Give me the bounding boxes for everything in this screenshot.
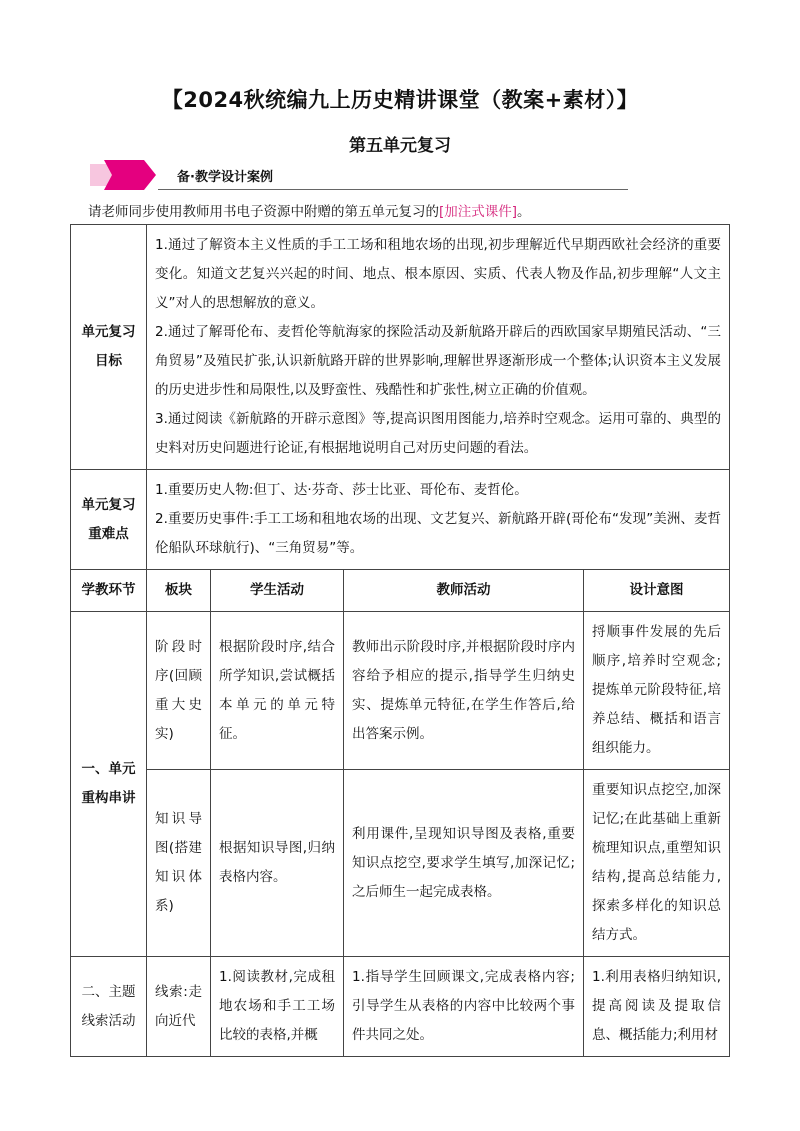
banner-underline — [158, 189, 628, 190]
block-cell: 阶段时序(回顾重大史实) — [147, 612, 211, 770]
goals-row — [71, 225, 730, 470]
document-subtitle: 第五单元复习 — [349, 136, 451, 156]
student-cell: 根据知识导图,归纳表格内容。 — [211, 770, 344, 957]
intent-cell: 重要知识点挖空,加深记忆;在此基础上重新梳理知识点,重塑知识结构,提高总结能力,探索多样化的知识总结方式。 — [584, 770, 730, 957]
goal-item: 1.通过了解资本主义性质的手工工场和租地农场的出现,初步理解近代早期西欧社会经济的重要变化。知道文艺复兴兴起的时间、地点、根本原因、实质、代表人物及作品,初步理解“人文主义”对人的思想解放的意义。 — [155, 237, 722, 311]
key-points-label: 单元复习重难点 — [71, 470, 147, 570]
table-row — [71, 770, 730, 957]
stage-cell: 一、单元重构串讲 — [71, 612, 147, 957]
key-point-item: 1.重要历史人物:但丁、达·芬奇、莎士比亚、哥伦布、麦哲伦。 — [155, 482, 528, 498]
goal-item: 2.通过了解哥伦布、麦哲伦等航海家的探险活动及新航路开辟后的西欧国家早期殖民活动、“三角贸易”及殖民扩张,认识新航路开辟的世界影响,理解世界逐渐形成一个整体;认识资本主义发展的历史进步性和局限性,以及野蛮性、残酷性和扩张性,树立正确的价值观。 — [155, 324, 722, 398]
key-points-row — [71, 470, 730, 570]
header-student: 学生活动 — [211, 570, 344, 612]
key-point-item: 2.重要历史事件:手工工场和租地农场的出现、文艺复兴、新航路开辟(哥伦布“发现”美洲、麦哲伦船队环球航行)、“三角贸易”等。 — [155, 511, 722, 556]
teacher-cell: 1.指导学生回顾课文,完成表格内容;引导学生从表格的内容中比较两个事件共同之处。 — [344, 957, 584, 1057]
intro-text — [88, 200, 531, 220]
intent-cell: 1.利用表格归纳知识,提高阅读及提取信息、概括能力;利用材 — [584, 957, 730, 1057]
block-cell: 知识导图(搭建知识体系) — [147, 770, 211, 957]
stage-cell: 二、主题线索活动 — [71, 957, 147, 1057]
lesson-plan-table — [70, 224, 730, 1057]
table-row — [71, 957, 730, 1057]
teacher-cell: 教师出示阶段时序,并根据阶段时序内容给予相应的提示,指导学生归纳史实、提炼单元特征,在学生作答后,给出答案示例。 — [344, 612, 584, 770]
document-title: 【2024秋统编九上历史精讲课堂（教案+素材）】 — [161, 88, 639, 112]
intent-cell: 捋顺事件发展的先后顺序,培养时空观念;提炼单元阶段特征,培养总结、概括和语言组织能力。 — [584, 612, 730, 770]
goals-content — [147, 225, 730, 470]
goals-label: 单元复习目标 — [71, 225, 147, 470]
section-banner — [90, 160, 640, 190]
header-block: 板块 — [147, 570, 211, 612]
intro-suffix: 。 — [517, 204, 531, 220]
student-cell: 1.阅读教材,完成租地农场和手工工场比较的表格,并概 — [211, 957, 344, 1057]
banner-label: 备·教学设计案例 — [177, 170, 273, 185]
table-header-row — [71, 570, 730, 612]
student-cell: 根据阶段时序,结合所学知识,尝试概括本单元的单元特征。 — [211, 612, 344, 770]
key-points-content — [147, 470, 730, 570]
teacher-cell: 利用课件,呈现知识导图及表格,重要知识点挖空,要求学生填写,加深记忆;之后师生一起完成表格。 — [344, 770, 584, 957]
table-row — [71, 612, 730, 770]
courseware-link[interactable]: [加注式课件] — [439, 204, 518, 220]
goal-item: 3.通过阅读《新航路的开辟示意图》等,提高识图用图能力,培养时空观念。运用可靠的、典型的史料对历史问题进行论证,有根据地说明自己对历史问题的看法。 — [155, 411, 722, 456]
header-intent: 设计意图 — [584, 570, 730, 612]
header-stage: 学教环节 — [71, 570, 147, 612]
block-cell: 线索:走向近代 — [147, 957, 211, 1057]
header-teacher: 教师活动 — [344, 570, 584, 612]
intro-prefix: 请老师同步使用教师用书电子资源中附赠的第五单元复习的 — [88, 204, 439, 220]
